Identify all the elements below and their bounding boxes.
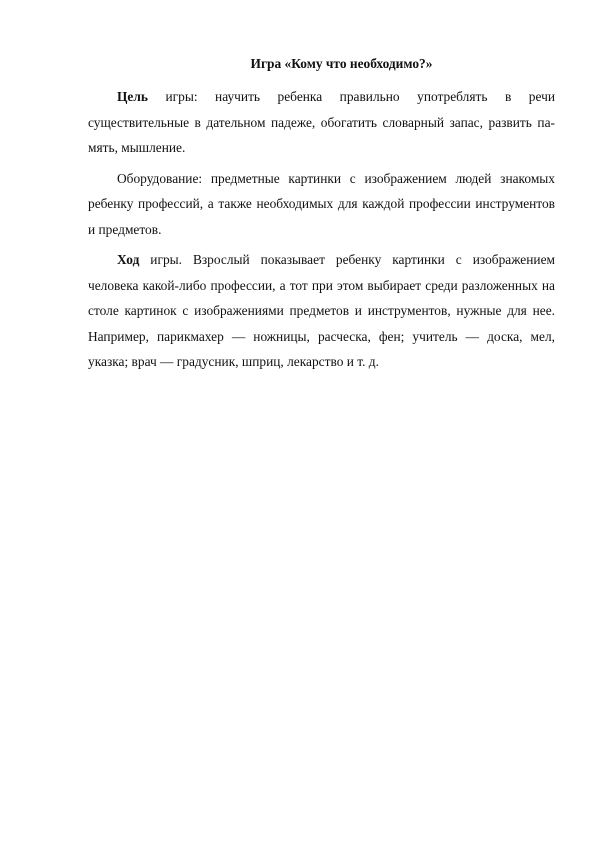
equipment-text: Оборудование: предметные картинки с изображением людей знакомых ребенку профессий, а также необходимых для каждой профессии инструментов и предметов.: [88, 170, 555, 237]
goal-paragraph: [88, 84, 555, 161]
document-title: Игра «Кому что необходимо?»: [250, 56, 433, 71]
document-body: [88, 55, 555, 380]
procedure-label: Ход: [117, 252, 140, 267]
goal-text: игры: научить ребенка правильно употреблять в речи существительные в дательном падеже, обогатить словарный запас, развить память, мышление.: [88, 89, 555, 155]
procedure-paragraph: [88, 247, 555, 375]
procedure-text: игры. Взрослый показывает ребенку картинки с изображением человека какой-либо профессии, а тот при этом выбирает среди разложенных на столе картинок с изображениями предметов и инструментов, нужные для нее. Например, парикмахер — ножницы, расческа, фен; учитель — доска, мел, указка; врач — градусник, шприц, лекарство и т. д.: [88, 252, 555, 369]
goal-label: Цель: [117, 89, 148, 104]
equipment-paragraph: [88, 166, 555, 243]
